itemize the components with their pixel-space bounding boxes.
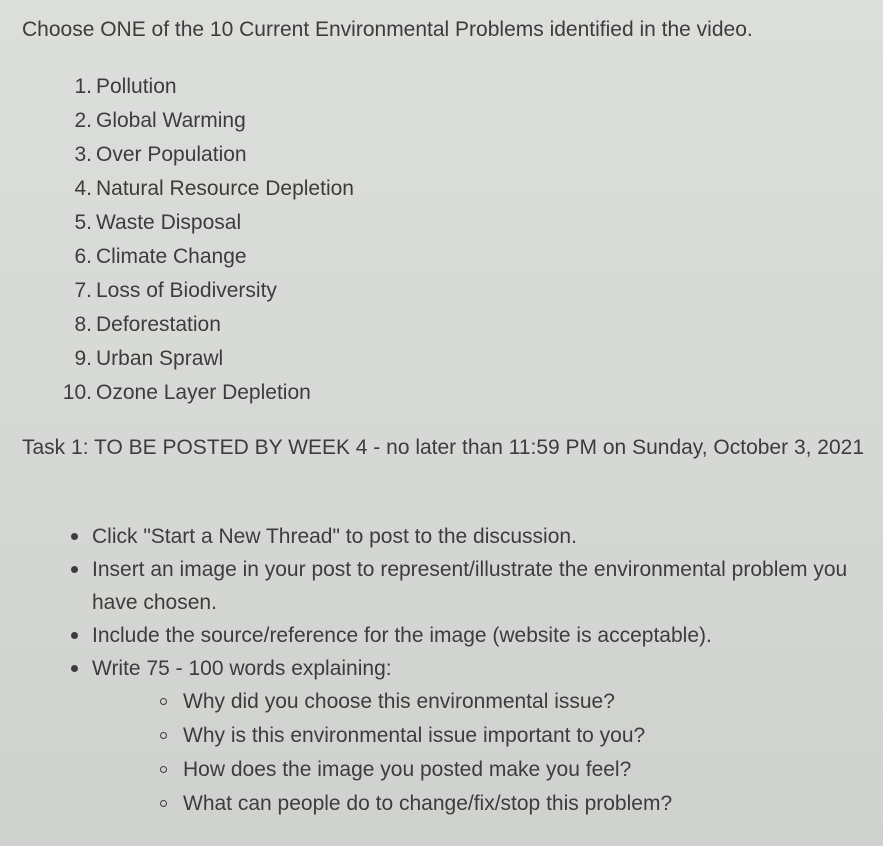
list-item [56,72,354,106]
bullet-circle-icon [160,732,167,739]
list-text: Deforestation [96,313,221,336]
list-item [56,378,354,412]
instruction-text: Insert an image in your post to represent/illustrate the environmental problem you have chosen. [92,558,848,614]
list-item [56,208,354,242]
bullet-dot-icon [71,665,78,672]
list-number: 10. [62,381,92,404]
question-text: How does the image you posted make you feel? [183,758,632,781]
list-item [56,242,354,276]
question-text: Why did you choose this environmental issue? [183,690,615,713]
list-item [56,344,354,378]
bullet-circle-icon [160,800,167,807]
question-text: Why is this environmental issue important to you? [183,724,646,747]
instruction-list [72,520,862,821]
list-number: 5. [74,211,92,234]
list-number: 6. [74,245,92,268]
list-item [72,619,862,652]
list-item [56,106,354,140]
bullet-dot-icon [71,566,78,573]
list-item [56,310,354,344]
list-text: Natural Resource Depletion [96,177,354,200]
task-heading [22,432,872,464]
intro-text: Choose ONE of the 10 Current Environmental Problems identified in the video. [22,18,753,41]
question-text: What can people do to change/fix/stop this problem? [183,792,673,815]
list-text: Pollution [96,75,177,98]
list-item [72,652,862,821]
list-text: Ozone Layer Depletion [96,381,311,404]
list-item [162,685,883,719]
question-list [162,685,883,821]
list-item [162,753,883,787]
list-item [56,174,354,208]
list-text: Global Warming [96,109,246,132]
list-text: Urban Sprawl [96,347,224,370]
list-number: 1. [74,75,92,98]
instruction-text: Write 75 - 100 words explaining: [92,657,392,680]
task-deadline: TO BE POSTED BY WEEK 4 - no later than 11:59 PM on Sunday, October 3, 2021 [94,436,865,459]
bullet-circle-icon [160,698,167,705]
list-item [162,787,883,821]
list-number: 3. [74,143,92,166]
bullet-circle-icon [160,766,167,773]
list-text: Waste Disposal [96,211,242,234]
list-number: 8. [74,313,92,336]
task-label: Task 1: [22,436,89,459]
bullet-dot-icon [71,533,78,540]
list-item [162,719,883,753]
list-number: 9. [74,347,92,370]
instruction-text: Click "Start a New Thread" to post to the discussion. [92,525,577,548]
list-number: 4. [74,177,92,200]
list-item [72,553,862,619]
list-text: Climate Change [96,245,247,268]
bullet-dot-icon [71,632,78,639]
list-item [56,140,354,174]
list-item [56,276,354,310]
list-number: 2. [74,109,92,132]
instruction-text: Include the source/reference for the image (website is acceptable). [92,624,712,647]
list-text: Over Population [96,143,247,166]
list-item [72,520,862,553]
list-text: Loss of Biodiversity [96,279,277,302]
list-number: 7. [74,279,92,302]
problem-list [56,72,354,412]
